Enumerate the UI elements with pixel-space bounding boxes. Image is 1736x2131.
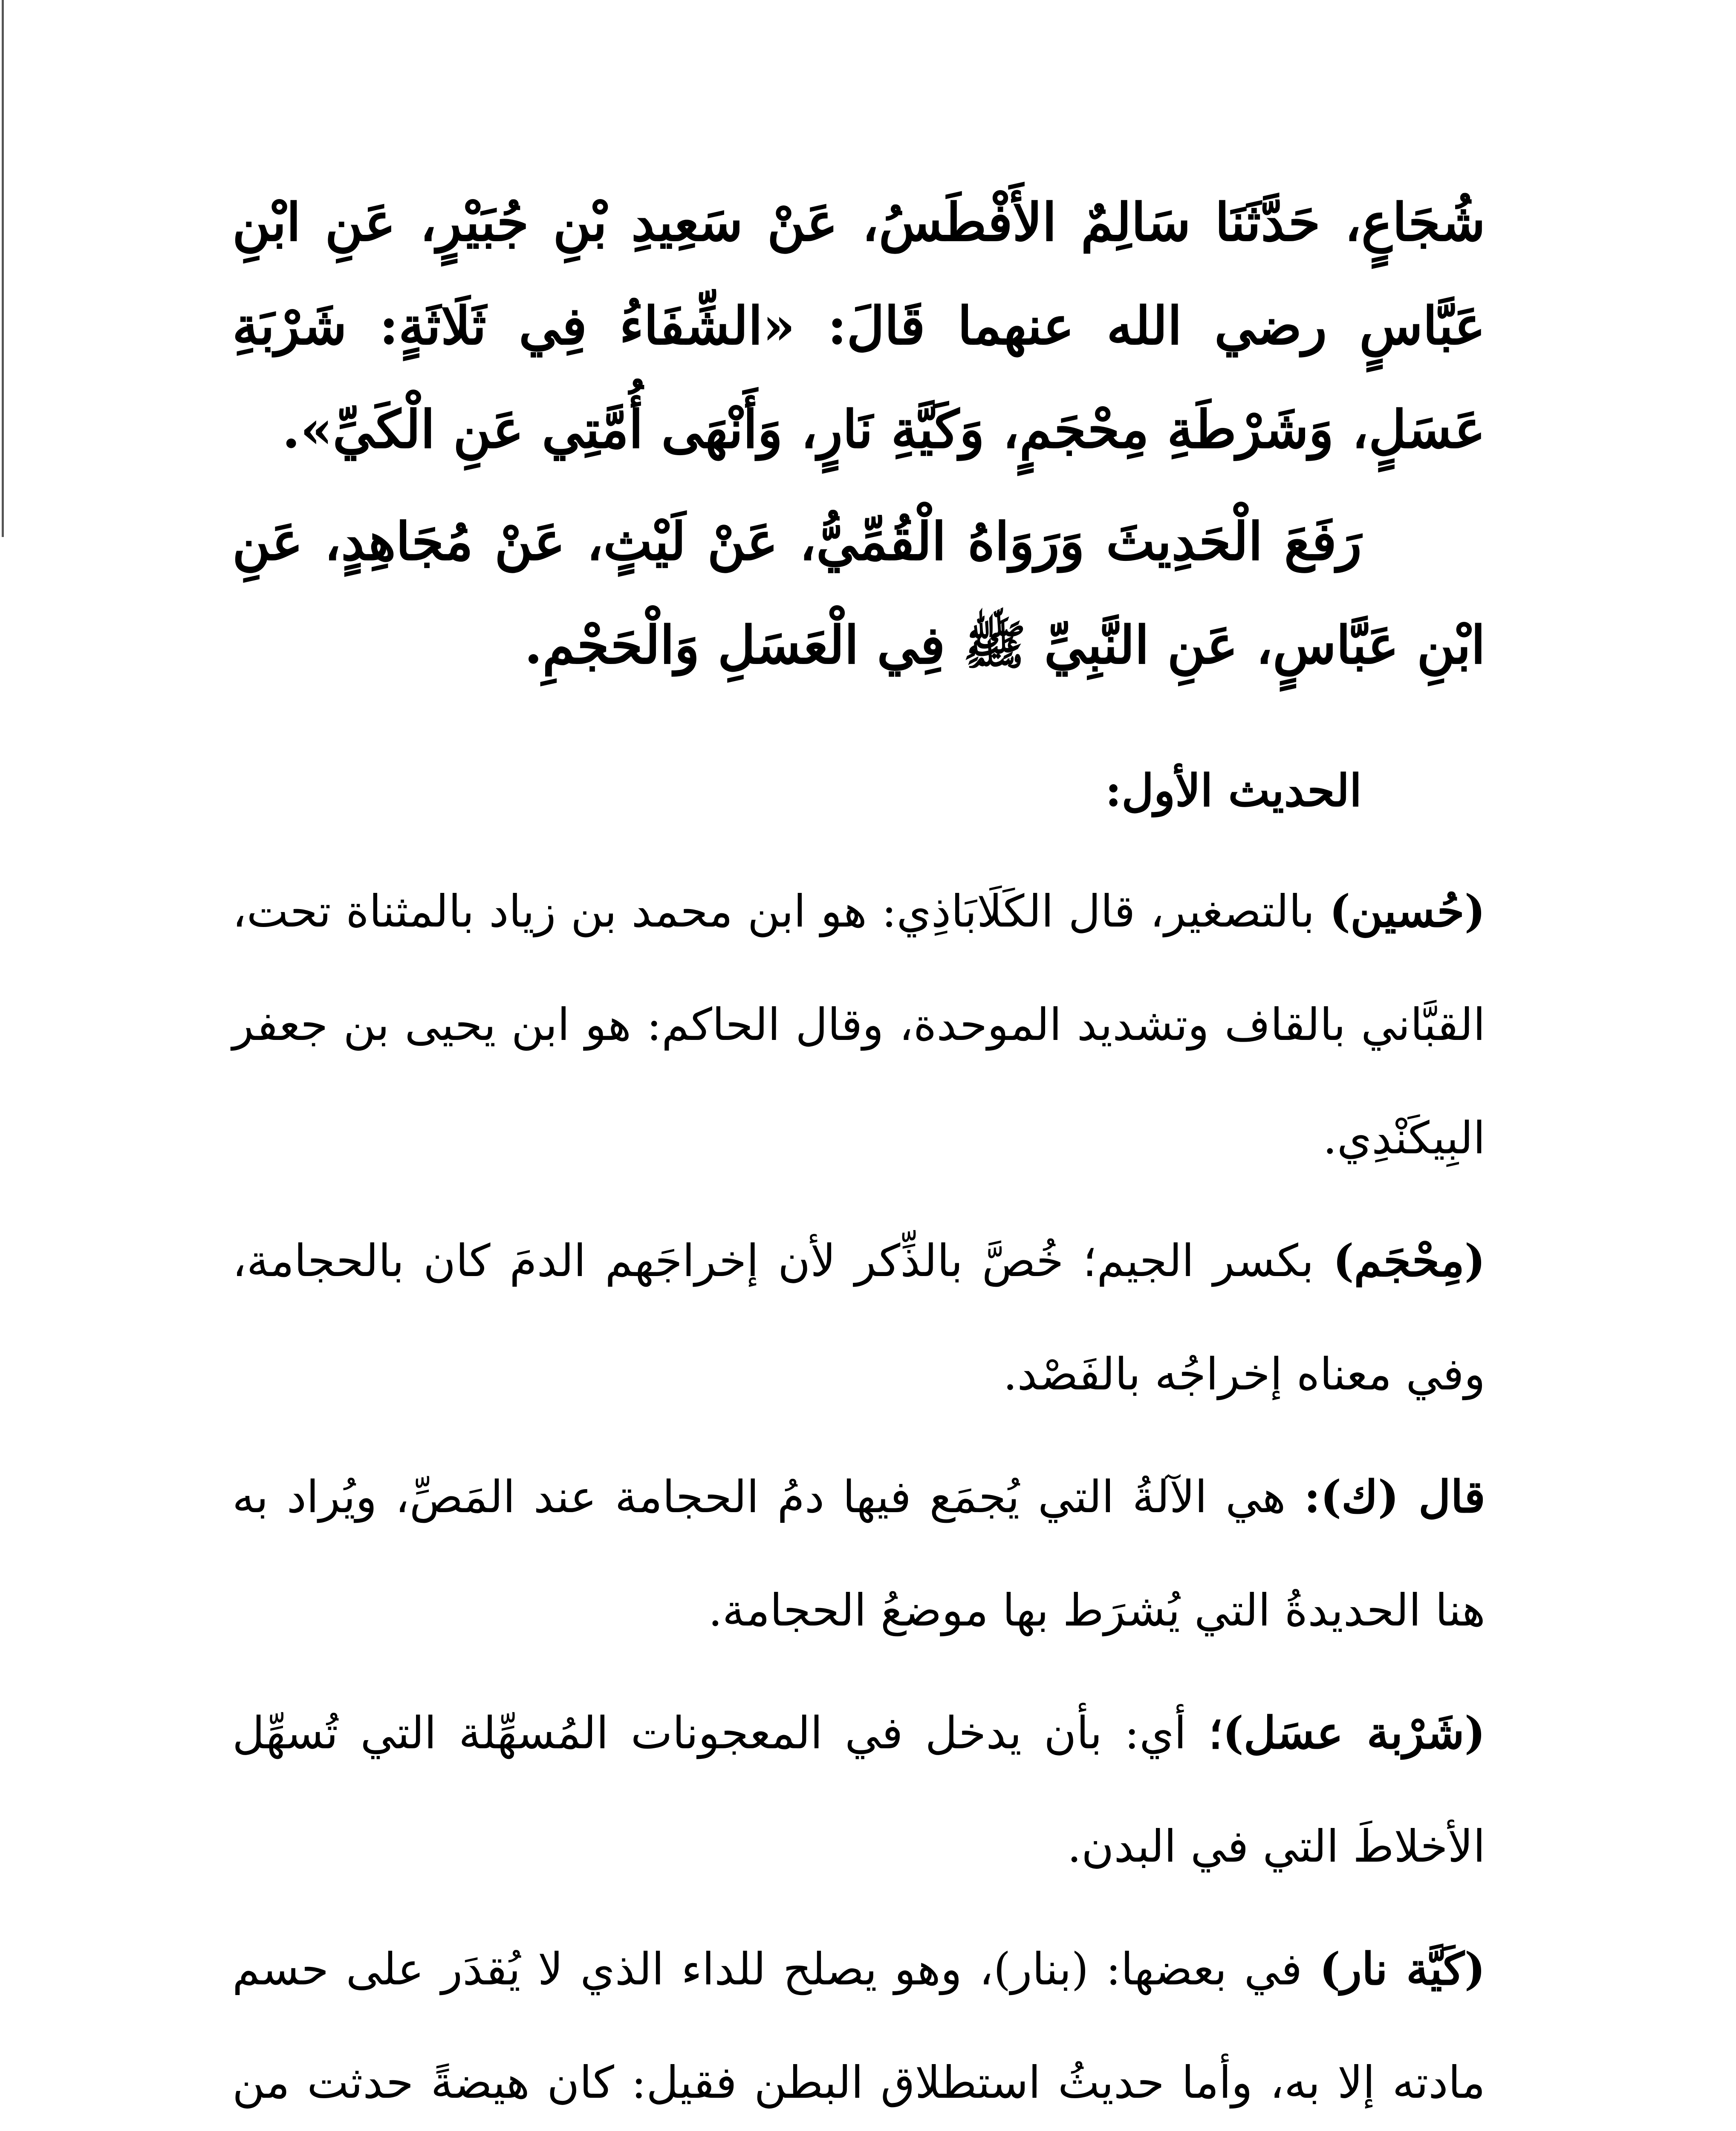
commentary-paragraph bbox=[232, 855, 1485, 1195]
commentary-text: في بعضها: (بنار)، وهو يصلح للداء الذي لا يُقدَر على حسم مادته إلا به، وأما حديثُ استطلاق البطن فقيل: كان هيضةً حدثت من bbox=[232, 1943, 1485, 2108]
commentary-paragraph bbox=[232, 1912, 1485, 2131]
hadith-narration-note: رَفَعَ الْحَدِيثَ وَرَوَاهُ الْقُمِّيُّ، عَنْ لَيْثٍ، عَنْ مُجَاهِدٍ، عَنِ ابْنِ عَبَّاسٍ، عَنِ النَّبِيِّ ﷺ فِي الْعَسَلِ وَالْحَجْمِ. bbox=[232, 511, 1485, 676]
commentary-term: (شَرْبة عسَل)؛ bbox=[1208, 1707, 1486, 1759]
commentary-paragraph bbox=[232, 1676, 1485, 1903]
commentary-paragraph bbox=[232, 1440, 1485, 1667]
commentary-term: (حُسين) bbox=[1329, 885, 1485, 937]
commentary-text: بالتصغير، قال الكَلَابَاذِي: هو ابن محمد بن زياد بالمثناة تحت، القبَّاني بالقاف وتشديد الموحدة، وقال الحاكم: هو ابن يحيى بن جعفر البِيكَنْدِي. bbox=[232, 885, 1486, 1164]
binding-margin-line bbox=[2, 0, 4, 537]
commentary-heading: الحديث الأول: bbox=[1105, 764, 1362, 817]
commentary-term: (كَيَّة نار) bbox=[1319, 1943, 1485, 1995]
commentary-term: قال (ك): bbox=[1304, 1470, 1486, 1523]
commentary-text: أي: بأن يدخل في المعجونات المُسهِّلة التي تُسهِّل الأخلاطَ التي في البدن. bbox=[232, 1707, 1485, 1872]
commentary-paragraph bbox=[232, 1204, 1485, 1431]
commentary-term: (مِحْجَم) bbox=[1333, 1234, 1485, 1287]
hadith-text: شُجَاعٍ، حَدَّثَنَا سَالِمٌ الأَفْطَسُ، عَنْ سَعِيدِ بْنِ جُبَيْرٍ، عَنِ ابْنِ عَبَّاسٍ رضي الله عنهما قَالَ: «الشِّفَاءُ فِي ثَلَاثَةٍ: شَرْبَةِ عَسَلٍ، وَشَرْطَةِ مِحْجَمٍ، وَكَيَّةِ نَارٍ، وَأَنْهَى أُمَّتِي عَنِ الْكَيِّ». bbox=[232, 191, 1485, 460]
commentary-text: بكسر الجيم؛ خُصَّ بالذِّكر لأن إخراجَهم الدمَ كان بالحجامة، وفي معناه إخراجُه بالفَصْد. bbox=[232, 1235, 1485, 1400]
page-body bbox=[232, 170, 1485, 2131]
commentary-text: هي الآلةُ التي يُجمَع فيها دمُ الحجامة عند المَصِّ، ويُراد به هنا الحديدةُ التي يُشرَط بها موضعُ الحجامة. bbox=[232, 1471, 1485, 1636]
